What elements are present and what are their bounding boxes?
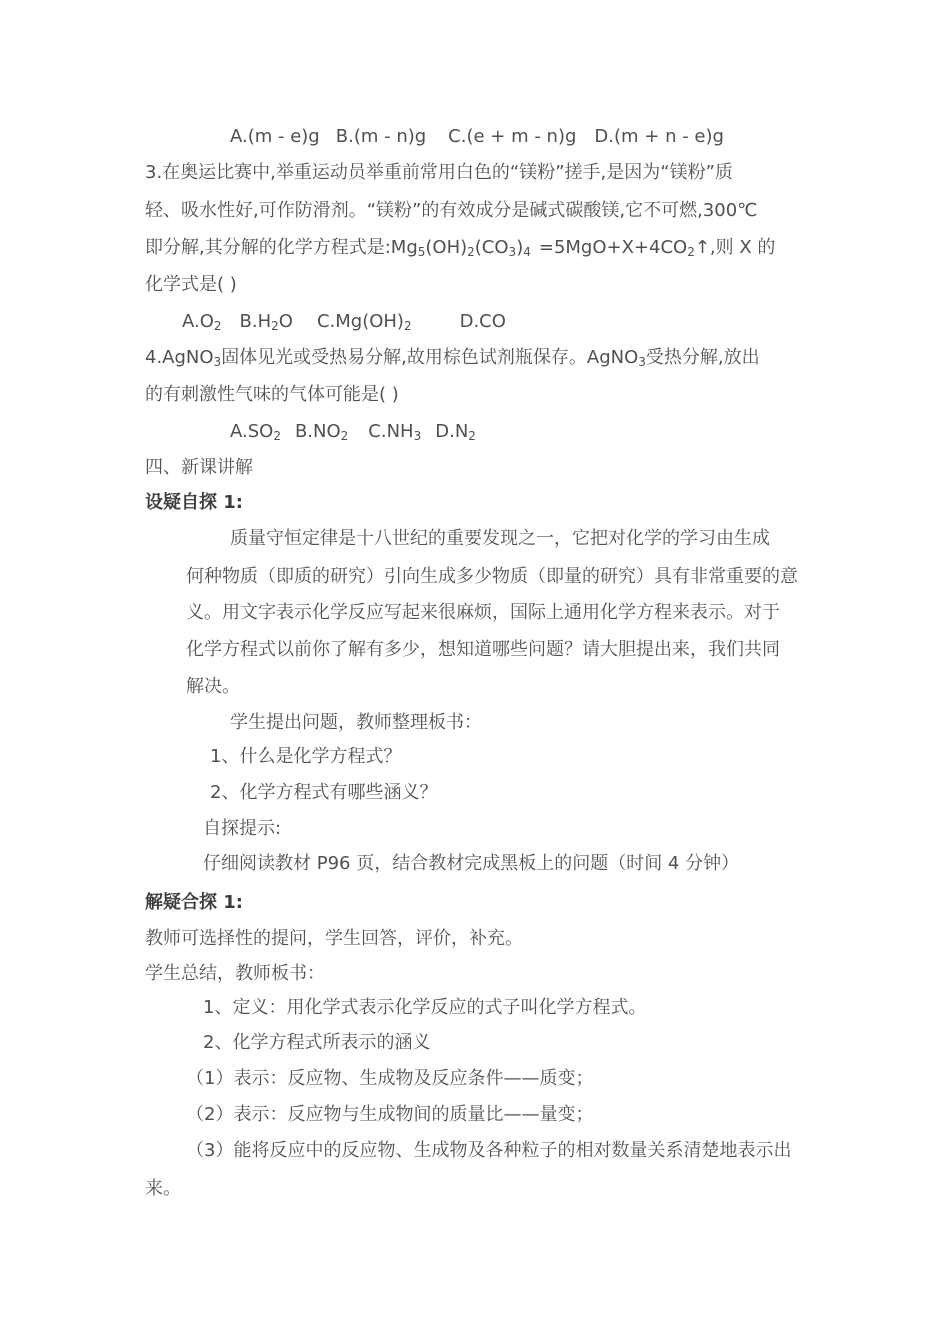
q2-option-c: C.(e + m - n)g	[448, 126, 577, 147]
q2-option-b: B.(m - n)g	[335, 126, 427, 147]
q3-line-3: 即分解,其分解的化学方程式是$:Mg_5(OH)_2(CO_3)_4$ $=5MgO+X+4CO_2↑$,则 X 的	[145, 237, 776, 259]
formula-co3: (CO	[474, 237, 509, 258]
q3-line-4: 化学式是( )	[145, 274, 237, 295]
sub-2: 2	[273, 429, 281, 443]
explore-1-heading: 设疑自探 1:	[145, 492, 243, 513]
q2-option-a: A.(m - e)g	[230, 126, 320, 147]
resolve-1-meaning-3-end: 来。	[145, 1178, 181, 1199]
q3-line-3-end: ↑,则 X 的	[694, 237, 776, 258]
q4-agno3: 4.AgNO	[145, 347, 214, 368]
q4-line-2: 的有刺激性气味的气体可能是( )	[145, 384, 399, 405]
sub-2: 2	[467, 245, 475, 259]
section-heading-new-lesson: 四、新课讲解	[145, 457, 253, 478]
q4-line-1-end: 受热分解,放出	[645, 347, 760, 368]
resolve-1-line-1: 教师可选择性的提问，学生回答，评价，补充。	[145, 928, 523, 949]
sub-2: 2	[271, 319, 279, 333]
sub-3: 3	[413, 429, 422, 443]
resolve-1-meaning-1: （1）表示：反应物、生成物及反应条件——质变；	[186, 1068, 594, 1089]
explore-1-question-1: 1、什么是化学方程式？	[210, 746, 402, 767]
q3-option-c: C.Mg(OH)	[316, 311, 404, 332]
q3-option-a: A.O	[182, 311, 214, 332]
sub-2: 2	[687, 245, 695, 259]
q2-options	[230, 125, 724, 149]
sub-2: 2	[468, 429, 476, 443]
explore-1-para-line-5: 解决。	[186, 676, 240, 697]
explore-1-para-2: 学生提出问题，教师整理板书：	[230, 712, 482, 733]
resolve-1-meaning-heading: 2、化学方程式所表示的涵义	[203, 1032, 431, 1053]
resolve-1-heading: 解疑合探 1:	[145, 892, 243, 913]
q3-options	[182, 310, 506, 334]
sub-2: 2	[403, 319, 412, 333]
q3-equation-products: =5MgO+X+4CO	[538, 237, 688, 258]
q3-option-d: D.CO	[459, 311, 506, 332]
sub-2: 2	[340, 429, 349, 443]
q4-option-a: A.SO	[230, 421, 274, 442]
sub-3: 3	[213, 355, 222, 369]
q3-option-b: B.H	[239, 311, 272, 332]
explore-1-para-line-3: 义。用文字表示化学反应写起来很麻烦，国际上通用化学方程来表示。对于	[186, 602, 780, 623]
explore-1-para-line-1: 质量守恒定律是十八世纪的重要发现之一，它把对化学的学习由生成	[230, 528, 770, 549]
q3-option-b-o: O	[278, 311, 293, 332]
resolve-1-definition: 1、定义：用化学式表示化学反应的式子叫化学方程式。	[203, 997, 647, 1018]
explore-1-question-2: 2、化学方程式有哪些涵义？	[210, 782, 438, 803]
q4-line-1	[145, 346, 760, 370]
explore-1-para-line-2: 何种物质（即质的研究）引向生成多少物质（即量的研究）具有非常重要的意	[186, 566, 798, 587]
resolve-1-line-2: 学生总结，教师板书：	[145, 963, 325, 984]
q3-line-2: 轻、吸水性好,可作防滑剂。“镁粉”的有效成分是碱式碳酸镁,它不可燃,300℃	[145, 200, 758, 221]
q4-option-d: D.N	[435, 421, 469, 442]
q4-line-1-mid: 固体见光或受热易分解,故用棕色试剂瓶保存。AgNO	[221, 347, 639, 368]
sub-3: 3	[638, 355, 646, 369]
q4-option-b: B.NO	[294, 421, 341, 442]
q3-line-1: 3.在奥运比赛中,举重运动员举重前常用白色的“镁粉”搓手,是因为“镁粉”质	[145, 162, 733, 183]
sub-5: 5	[417, 245, 426, 259]
explore-1-hint-label: 自探提示:	[203, 818, 282, 839]
resolve-1-meaning-2: （2）表示：反应物与生成物间的质量比——量变；	[186, 1104, 594, 1125]
q4-options	[230, 420, 476, 444]
q2-option-d: D.(m + n - e)g	[594, 126, 724, 147]
explore-1-para-line-4: 化学方程式以前你了解有多少，想知道哪些问题？请大胆提出来，我们共同	[186, 639, 780, 660]
sub-2: 2	[213, 319, 222, 333]
explore-1-hint-text: 仔细阅读教材 P96 页，结合教材完成黑板上的问题（时间 4 分钟）	[203, 853, 740, 874]
sub-3: 3	[508, 245, 517, 259]
q3-equation-start: 即分解,其分解的化学方程式是:Mg	[145, 237, 418, 258]
sub-4: 4	[523, 245, 531, 259]
q4-option-c: C.NH	[368, 421, 414, 442]
resolve-1-meaning-3: （3）能将反应中的反应物、生成物及各种粒子的相对数量关系清楚地表示出	[186, 1140, 792, 1161]
formula-oh: (OH)	[425, 237, 468, 258]
